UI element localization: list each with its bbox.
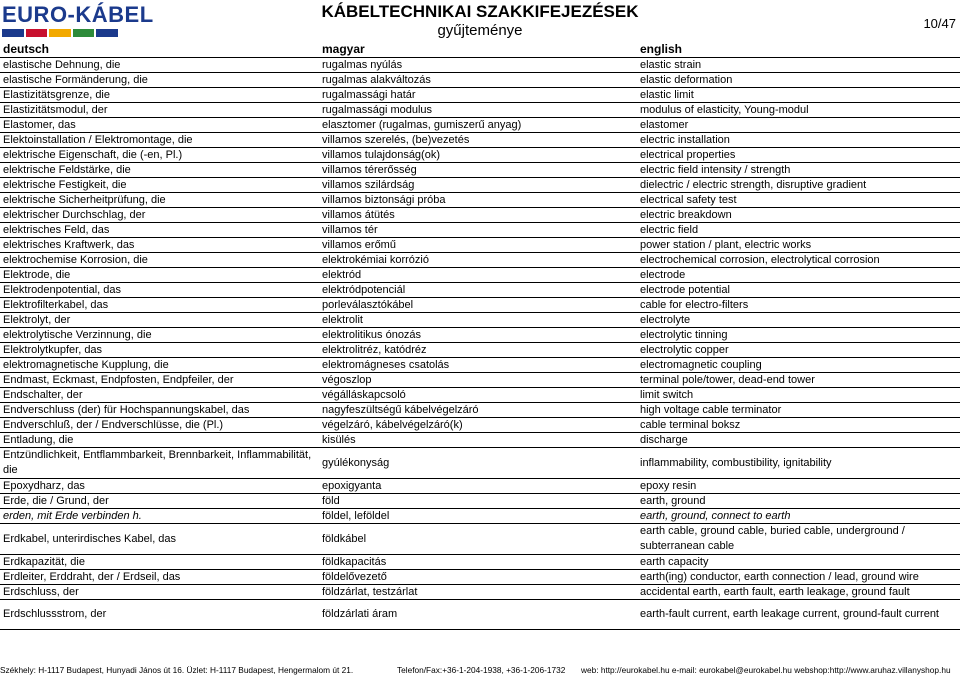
term-english: earth capacity xyxy=(640,555,709,568)
term-english: terminal pole/tower, dead-end tower xyxy=(640,373,815,386)
term-english: electric field intensity / strength xyxy=(640,163,791,176)
logo-text: EURO-KÁBEL xyxy=(2,2,154,27)
term-deutsch: Endmast, Eckmast, Endpfosten, Endpfeiler, der xyxy=(3,373,234,386)
term-deutsch: Erdschluss, der xyxy=(3,585,79,598)
term-magyar: elektrolit xyxy=(322,313,363,326)
table-row xyxy=(0,418,960,433)
table-row xyxy=(0,103,960,118)
term-magyar: rugalmassági határ xyxy=(322,88,416,101)
table-row xyxy=(0,494,960,509)
term-english: electric installation xyxy=(640,133,730,146)
term-magyar: porleválasztókábel xyxy=(322,298,414,311)
term-english: earth cable, ground cable, buried cable, underground / subterranean cable xyxy=(640,525,905,552)
table-row xyxy=(0,373,960,388)
term-english: electrochemical corrosion, electrolytical corrosion xyxy=(640,253,880,266)
table-row xyxy=(0,58,960,73)
term-magyar: föld xyxy=(322,494,340,507)
term-english: electrode xyxy=(640,268,686,281)
footer-address: Székhely: H-1117 Budapest, Hunyadi János út 16. Üzlet: H-1117 Budapest, Hengermalom út 21. xyxy=(0,665,354,675)
term-magyar: elektródpotenciál xyxy=(322,283,406,296)
term-magyar: villamos erőmű xyxy=(322,238,396,251)
document-title: KÁBELTECHNIKAI SZAKKIFEJEZÉSEK xyxy=(321,2,639,21)
term-deutsch: Entladung, die xyxy=(3,433,74,446)
term-deutsch: elektrische Eigenschaft, die (-en, Pl.) xyxy=(3,148,183,161)
term-magyar: villamos biztonsági próba xyxy=(322,193,446,206)
term-english: earth, ground, connect to earth xyxy=(640,509,791,522)
term-deutsch: elektrisches Feld, das xyxy=(3,223,110,236)
term-deutsch: elastische Formänderung, die xyxy=(3,73,148,86)
term-magyar: földzárlat, testzárlat xyxy=(322,585,418,598)
term-deutsch: Erde, die / Grund, der xyxy=(3,494,109,507)
term-english: electrical safety test xyxy=(640,193,737,206)
term-deutsch: Elektoinstallation / Elektromontage, die xyxy=(3,133,193,146)
table-row xyxy=(0,433,960,448)
column-header-magyar: magyar xyxy=(322,42,365,56)
term-magyar: villamos szilárdság xyxy=(322,178,415,191)
term-english: elastic limit xyxy=(640,88,694,101)
term-deutsch: Elektrolyt, der xyxy=(3,313,71,326)
table-body xyxy=(0,58,960,630)
term-magyar: villamos átütés xyxy=(322,208,395,221)
term-deutsch: Entzündlichkeit, Entflammbarkeit, Brennbarkeit, Inflammabilität, die xyxy=(3,449,312,476)
table-row xyxy=(0,343,960,358)
term-magyar: villamos térerősség xyxy=(322,163,417,176)
term-english: electric field xyxy=(640,223,699,236)
page-footer xyxy=(0,664,960,676)
term-magyar: végelzáró, kábelvégelzáró(k) xyxy=(322,418,463,431)
table-row xyxy=(0,358,960,373)
term-english: cable for electro-filters xyxy=(640,298,749,311)
table-row xyxy=(0,298,960,313)
company-logo xyxy=(2,2,154,38)
table-row xyxy=(0,555,960,570)
term-deutsch: Elastizitätsmodul, der xyxy=(3,103,108,116)
logo-bar xyxy=(2,29,24,37)
term-deutsch: Epoxydharz, das xyxy=(3,479,85,492)
term-magyar: elektrokémiai korrózió xyxy=(322,253,429,266)
table-row xyxy=(0,88,960,103)
term-deutsch: elektrolytische Verzinnung, die xyxy=(3,328,152,341)
term-deutsch: elektrische Feldstärke, die xyxy=(3,163,131,176)
term-deutsch: elektrischer Durchschlag, der xyxy=(3,208,146,221)
term-english: electrolytic copper xyxy=(640,343,729,356)
logo-color-bars xyxy=(2,29,118,37)
logo-bar xyxy=(96,29,118,37)
table-row xyxy=(0,313,960,328)
table-row xyxy=(0,600,960,630)
term-english: electrical properties xyxy=(640,148,736,161)
table-row xyxy=(0,509,960,524)
term-magyar: gyúlékonyság xyxy=(322,456,390,469)
term-deutsch: Erdschlussstrom, der xyxy=(3,608,107,620)
table-row xyxy=(0,388,960,403)
term-deutsch: elastische Dehnung, die xyxy=(3,58,121,71)
term-english: electrolytic tinning xyxy=(640,328,728,341)
term-english: power station / plant, electric works xyxy=(640,238,812,251)
table-row xyxy=(0,479,960,494)
term-magyar: villamos szerelés, (be)vezetés xyxy=(322,133,470,146)
term-magyar: földkábel xyxy=(322,532,367,545)
term-magyar: elasztomer (rugalmas, gumiszerű anyag) xyxy=(322,118,522,131)
term-magyar: kisülés xyxy=(322,433,356,446)
term-deutsch: Erdleiter, Erddraht, der / Erdseil, das xyxy=(3,570,181,583)
term-english: dielectric / electric strength, disruptive gradient xyxy=(640,178,867,191)
column-header-deutsch: deutsch xyxy=(3,42,50,56)
term-english: earth(ing) conductor, earth connection / lead, ground wire xyxy=(640,570,919,583)
term-english: accidental earth, earth fault, earth leakage, ground fault xyxy=(640,585,910,598)
term-english: electric breakdown xyxy=(640,208,732,221)
term-english: earth, ground xyxy=(640,494,706,507)
term-english: modulus of elasticity, Young-modul xyxy=(640,103,809,116)
table-row xyxy=(0,570,960,585)
table-row xyxy=(0,403,960,418)
term-magyar: rugalmas alakváltozás xyxy=(322,73,431,86)
logo-bar xyxy=(26,29,48,37)
term-english: elastic deformation xyxy=(640,73,733,86)
document-subtitle: gyűjteménye xyxy=(437,22,523,39)
table-header-row xyxy=(0,40,960,58)
term-english: elastomer xyxy=(640,118,689,131)
term-magyar: földel, leföldel xyxy=(322,509,390,522)
term-deutsch: erden, mit Erde verbinden h. xyxy=(3,509,142,522)
table-row xyxy=(0,283,960,298)
term-deutsch: Endverschluss (der) für Hochspannungskabel, das xyxy=(3,403,250,416)
footer-phone: Telefon/Fax:+36-1-204-1938, +36-1-206-1732 xyxy=(397,665,566,675)
term-magyar: villamos tulajdonság(ok) xyxy=(322,148,440,161)
table-row xyxy=(0,268,960,283)
logo-bar xyxy=(49,29,71,37)
table-row xyxy=(0,118,960,133)
table-row xyxy=(0,208,960,223)
table-row xyxy=(0,163,960,178)
logo-bar xyxy=(73,29,95,37)
column-header-english: english xyxy=(640,42,683,56)
term-magyar: rugalmassági modulus xyxy=(322,103,433,116)
term-english: high voltage cable terminator xyxy=(640,403,782,416)
term-deutsch: elektrische Sicherheitprüfung, die xyxy=(3,193,166,206)
term-english: electrode potential xyxy=(640,283,730,296)
term-deutsch: Elektrolytkupfer, das xyxy=(3,343,103,356)
term-english: cable terminal boksz xyxy=(640,418,741,431)
term-deutsch: Elektrofilterkabel, das xyxy=(3,298,109,311)
term-magyar: földkapacitás xyxy=(322,555,387,568)
term-magyar: elektrolitréz, katódréz xyxy=(322,343,427,356)
term-magyar: epoxigyanta xyxy=(322,479,382,492)
term-english: inflammability, combustibility, ignitability xyxy=(640,456,832,469)
term-magyar: földelővezető xyxy=(322,570,387,583)
table-row xyxy=(0,238,960,253)
table-row xyxy=(0,73,960,88)
term-deutsch: Elektrodenpotential, das xyxy=(3,283,122,296)
term-deutsch: Erdkabel, unterirdisches Kabel, das xyxy=(3,532,177,545)
term-magyar: nagyfeszültségű kábelvégelzáró xyxy=(322,403,479,416)
term-deutsch: Endverschluß, der / Endverschlüsse, die (Pl.) xyxy=(3,418,224,431)
term-deutsch: Elastizitätsgrenze, die xyxy=(3,88,110,101)
term-english: electrolyte xyxy=(640,313,691,326)
term-magyar: elektromágneses csatolás xyxy=(322,358,450,371)
page-number: 10/47 xyxy=(923,16,956,31)
table-row xyxy=(0,133,960,148)
term-magyar: elektrolitikus ónozás xyxy=(322,328,422,341)
term-deutsch: Elektrode, die xyxy=(3,268,71,281)
table-row xyxy=(0,524,960,555)
table-row xyxy=(0,253,960,268)
term-english: discharge xyxy=(640,433,688,446)
table-row xyxy=(0,193,960,208)
term-magyar: elektród xyxy=(322,268,362,281)
term-english: epoxy resin xyxy=(640,479,697,492)
term-magyar: földzárlati áram xyxy=(322,608,398,620)
glossary-table xyxy=(0,40,960,630)
term-deutsch: elektrochemise Korrosion, die xyxy=(3,253,148,266)
term-deutsch: elektromagnetische Kupplung, die xyxy=(3,358,169,371)
term-magyar: villamos tér xyxy=(322,223,378,236)
term-english: electromagnetic coupling xyxy=(640,358,762,371)
term-english: elastic strain xyxy=(640,58,702,71)
table-row xyxy=(0,585,960,600)
table-row xyxy=(0,178,960,193)
term-magyar: végoszlop xyxy=(322,373,372,386)
term-deutsch: Erdkapazität, die xyxy=(3,555,85,568)
term-magyar: végálláskapcsoló xyxy=(322,388,406,401)
table-row xyxy=(0,448,960,479)
term-deutsch: elektrisches Kraftwerk, das xyxy=(3,238,135,251)
term-english: limit switch xyxy=(640,388,694,401)
table-row xyxy=(0,328,960,343)
term-magyar: rugalmas nyúlás xyxy=(322,58,403,71)
term-deutsch: Elastomer, das xyxy=(3,118,76,131)
term-deutsch: Endschalter, der xyxy=(3,388,83,401)
table-row xyxy=(0,148,960,163)
footer-web: web: http://eurokabel.hu e-mail: eurokabel@eurokabel.hu webshop:http://www.aruhaz.villanyshop.hu xyxy=(581,665,951,675)
table-row xyxy=(0,223,960,238)
term-english: earth-fault current, earth leakage current, ground-fault current xyxy=(640,608,939,620)
term-deutsch: elektrische Festigkeit, die xyxy=(3,178,127,191)
